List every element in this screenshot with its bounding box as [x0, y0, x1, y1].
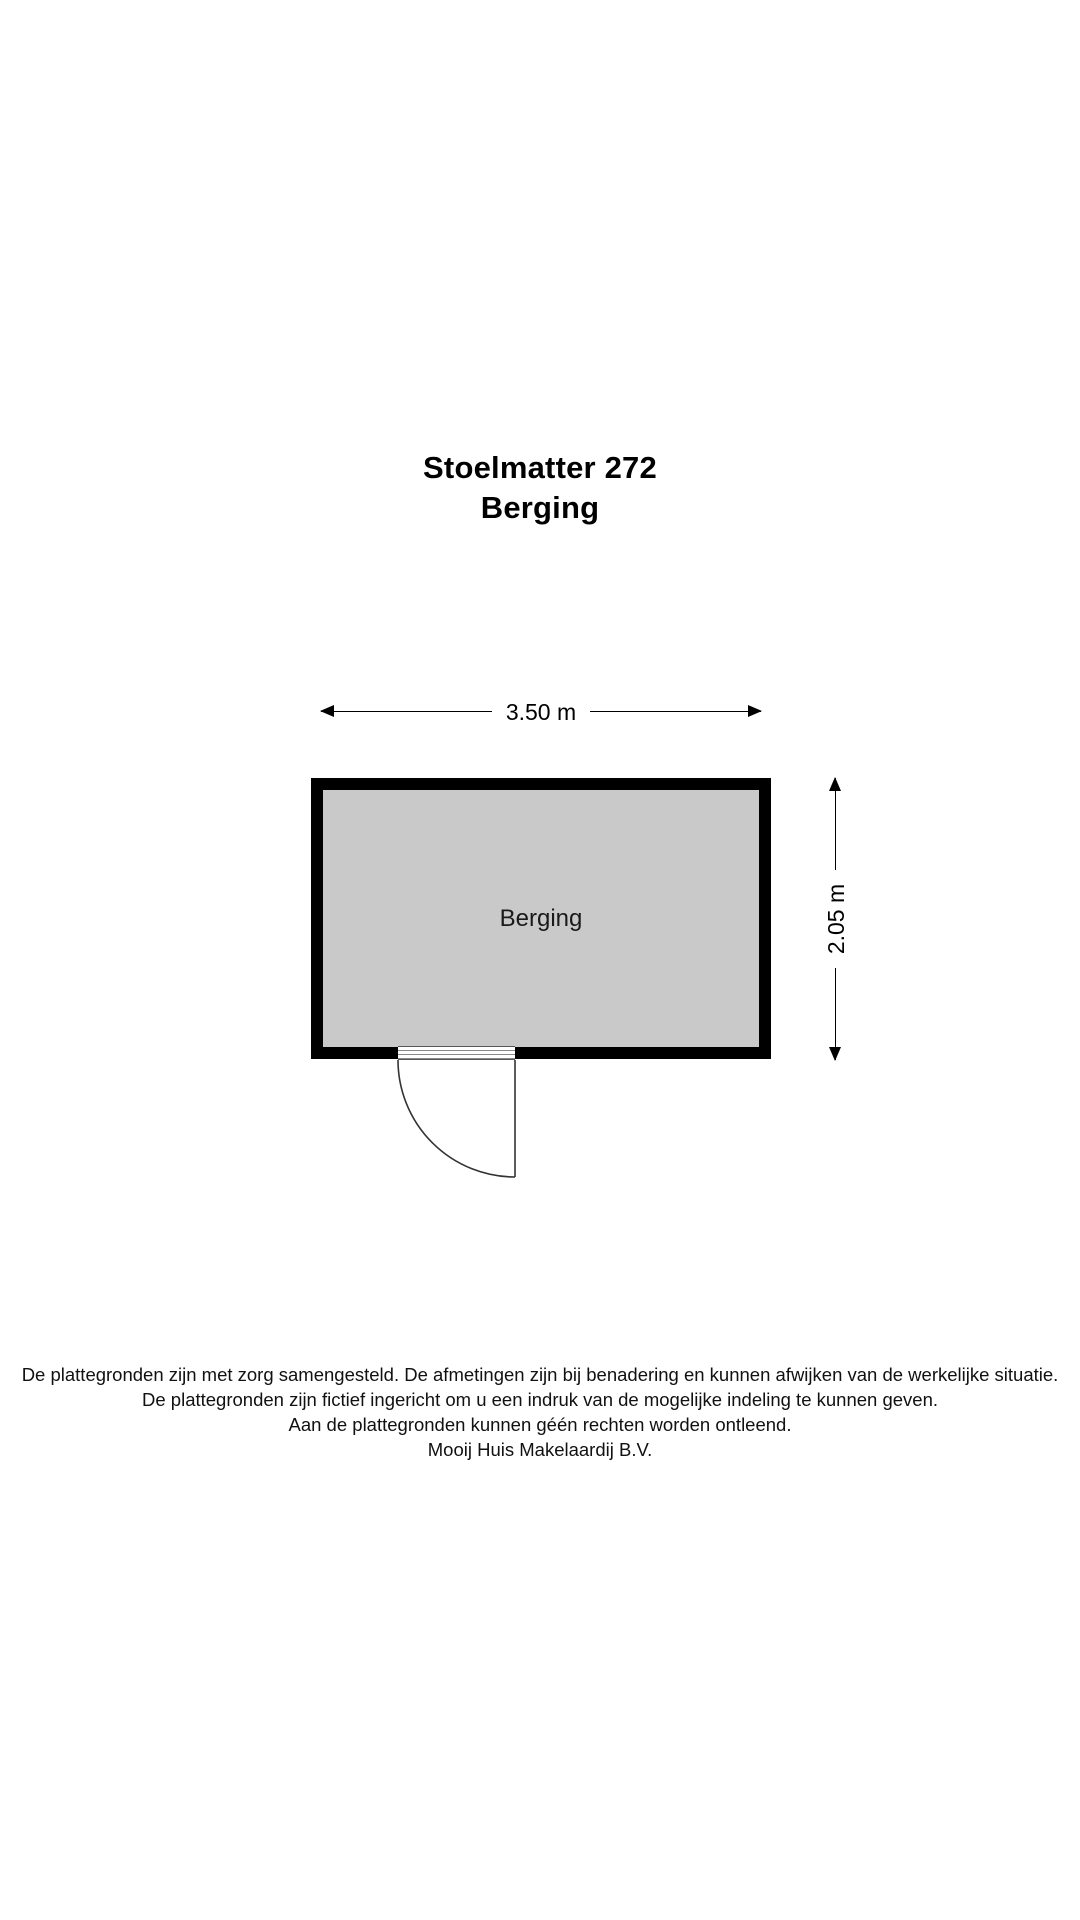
dimension-width-value: 3.50 m — [492, 699, 590, 725]
dimension-height-value: 2.05 m — [823, 870, 849, 968]
room-label-berging: Berging — [499, 905, 583, 932]
dimension-width-label — [321, 700, 761, 724]
disclaimer-line-2: De plattegronden zijn fictief ingericht om u een indruk van de mogelijke indeling te kunnen geven. — [142, 1389, 938, 1410]
door-arc-icon — [398, 1060, 515, 1177]
dimension-height — [824, 778, 848, 1060]
disclaimer-company: Mooij Huis Makelaardij B.V. — [427, 1439, 653, 1460]
property-address: Stoelmatter 272 — [423, 450, 657, 485]
disclaimer — [0, 1362, 1080, 1462]
dimension-height-label — [824, 778, 848, 1060]
disclaimer-line-1: De plattegronden zijn met zorg samengesteld. De afmetingen zijn bij benadering en kunnen afwijken van de werkelijke situatie. — [21, 1364, 1059, 1385]
page-title — [0, 448, 1080, 528]
door-leaf — [398, 1046, 515, 1060]
plan-subtitle: Berging — [480, 490, 600, 525]
dimension-width — [321, 700, 761, 724]
disclaimer-line-3: Aan de plattegronden kunnen géén rechten worden ontleend. — [288, 1414, 792, 1435]
